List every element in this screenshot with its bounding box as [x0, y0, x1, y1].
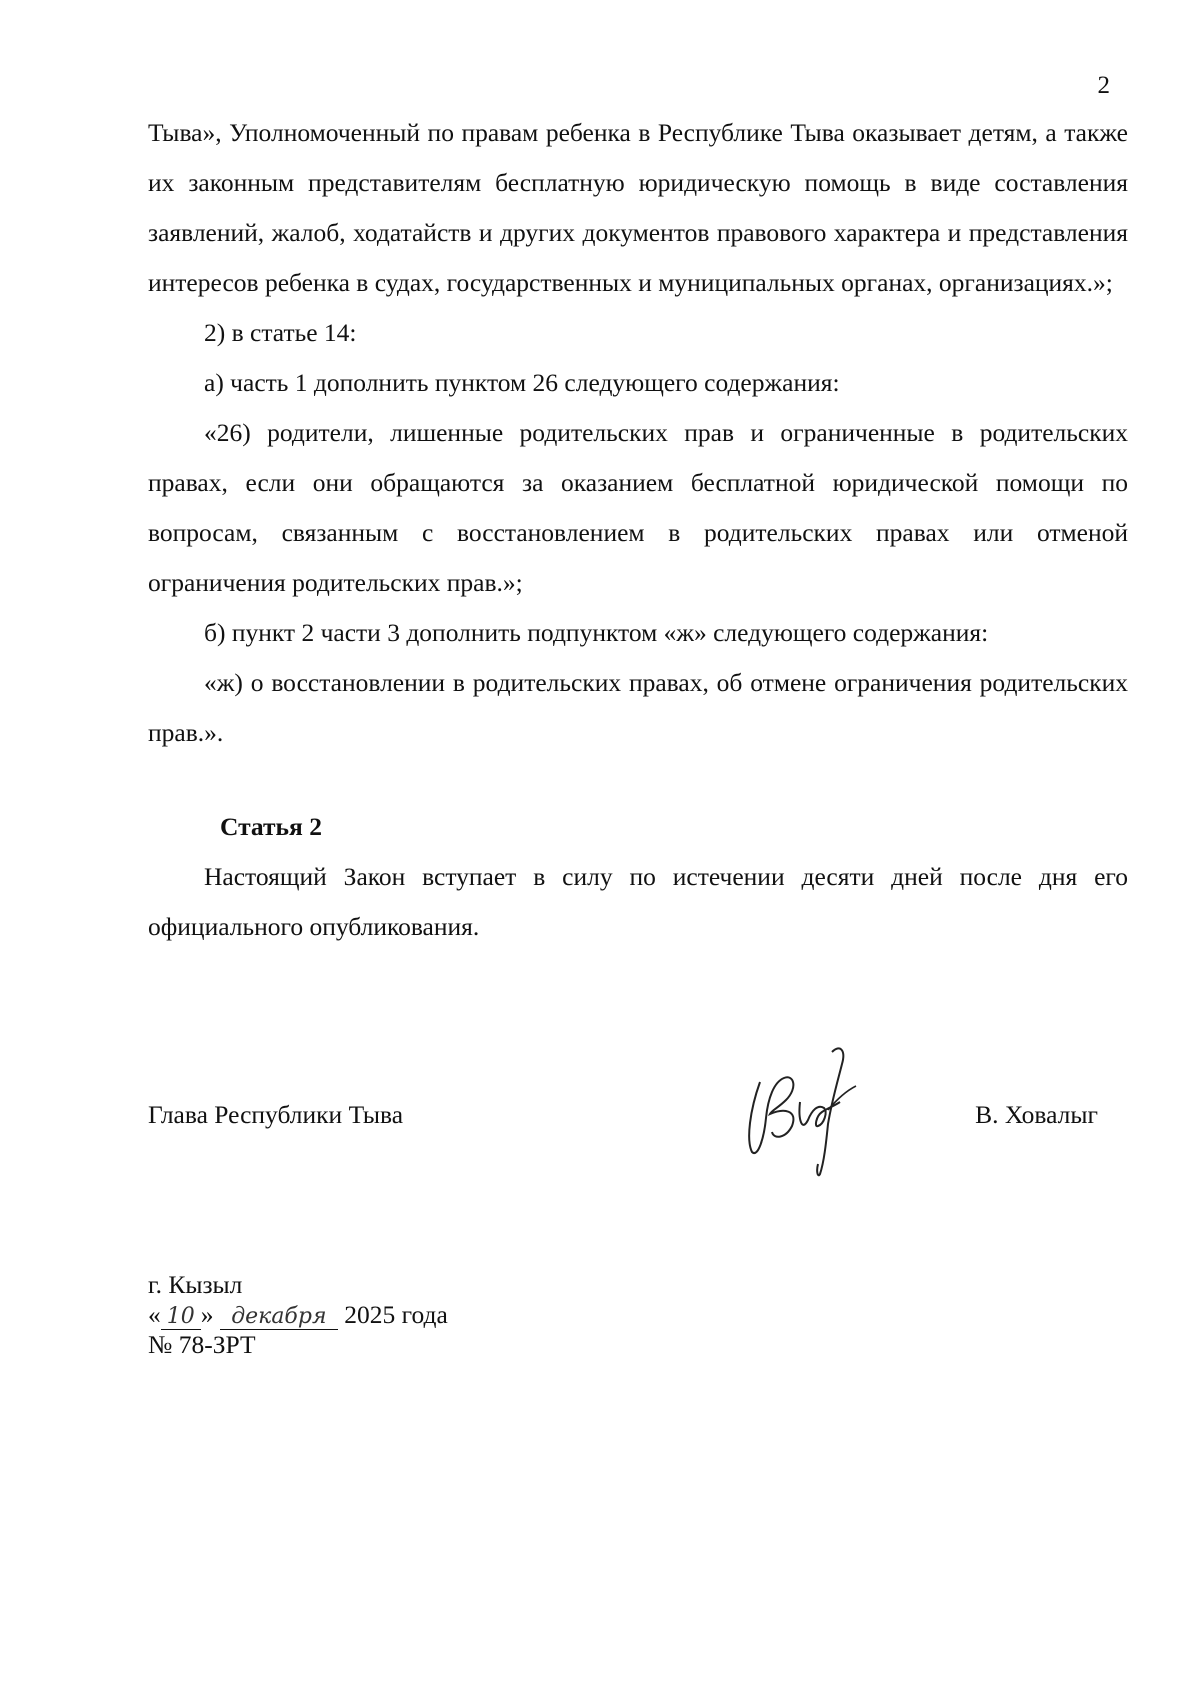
article-2 — [148, 802, 1128, 952]
city: г. Кызыл — [148, 1270, 243, 1299]
signing-date — [148, 1300, 648, 1330]
document-body — [148, 108, 1128, 952]
signatory-title: Глава Республики Тыва — [148, 1100, 404, 1129]
paragraph-continuation: Тыва», Уполномоченный по правам ребенка в Республике Тыва оказывает детям, а также их законным представителям бесплатную юридическую помощь в виде составления заявлений, жалоб, ходатайств и других документов правового характера и представления интересов ребенка в судах, государственных и муниципальных органах, организациях.»; — [148, 118, 1128, 297]
paragraph-amendment-2b: б) пункт 2 части 3 дополнить подпунктом «ж» следующего содержания: — [204, 618, 989, 647]
paragraph-amendment-2a: а) часть 1 дополнить пунктом 26 следующего содержания: — [204, 368, 840, 397]
article-2-heading: Статья 2 — [220, 812, 322, 841]
date-open-quote: « — [148, 1300, 161, 1329]
handwritten-signature — [728, 1040, 868, 1180]
page-number: 2 — [1097, 72, 1110, 99]
date-close-quote: » — [200, 1300, 214, 1329]
date-year: 2025 года — [344, 1300, 448, 1329]
article-2-text: Настоящий Закон вступает в силу по истечении десяти дней после дня его официального опубликования. — [148, 862, 1128, 941]
document-footer — [148, 1270, 648, 1360]
signature-block — [148, 1080, 1098, 1220]
signatory-name: В. Ховалыг — [975, 1100, 1098, 1129]
paragraph-subclause-zh: «ж) о восстановлении в родительских правах, об отмене ограничения родительских прав.». — [148, 668, 1128, 747]
law-number: № 78-ЗРТ — [148, 1330, 256, 1359]
date-day: 10 — [161, 1305, 201, 1330]
paragraph-amendment-2: 2) в статье 14: — [204, 318, 357, 347]
paragraph-clause-26: «26) родители, лишенные родительских прав и ограниченные в родительских правах, если они обращаются за оказанием бесплатной юридической помощи по вопросам, связанным с восстановлением в родительских правах или отменой ограничения родительских прав.»; — [148, 418, 1128, 597]
date-month: декабря — [220, 1305, 338, 1330]
